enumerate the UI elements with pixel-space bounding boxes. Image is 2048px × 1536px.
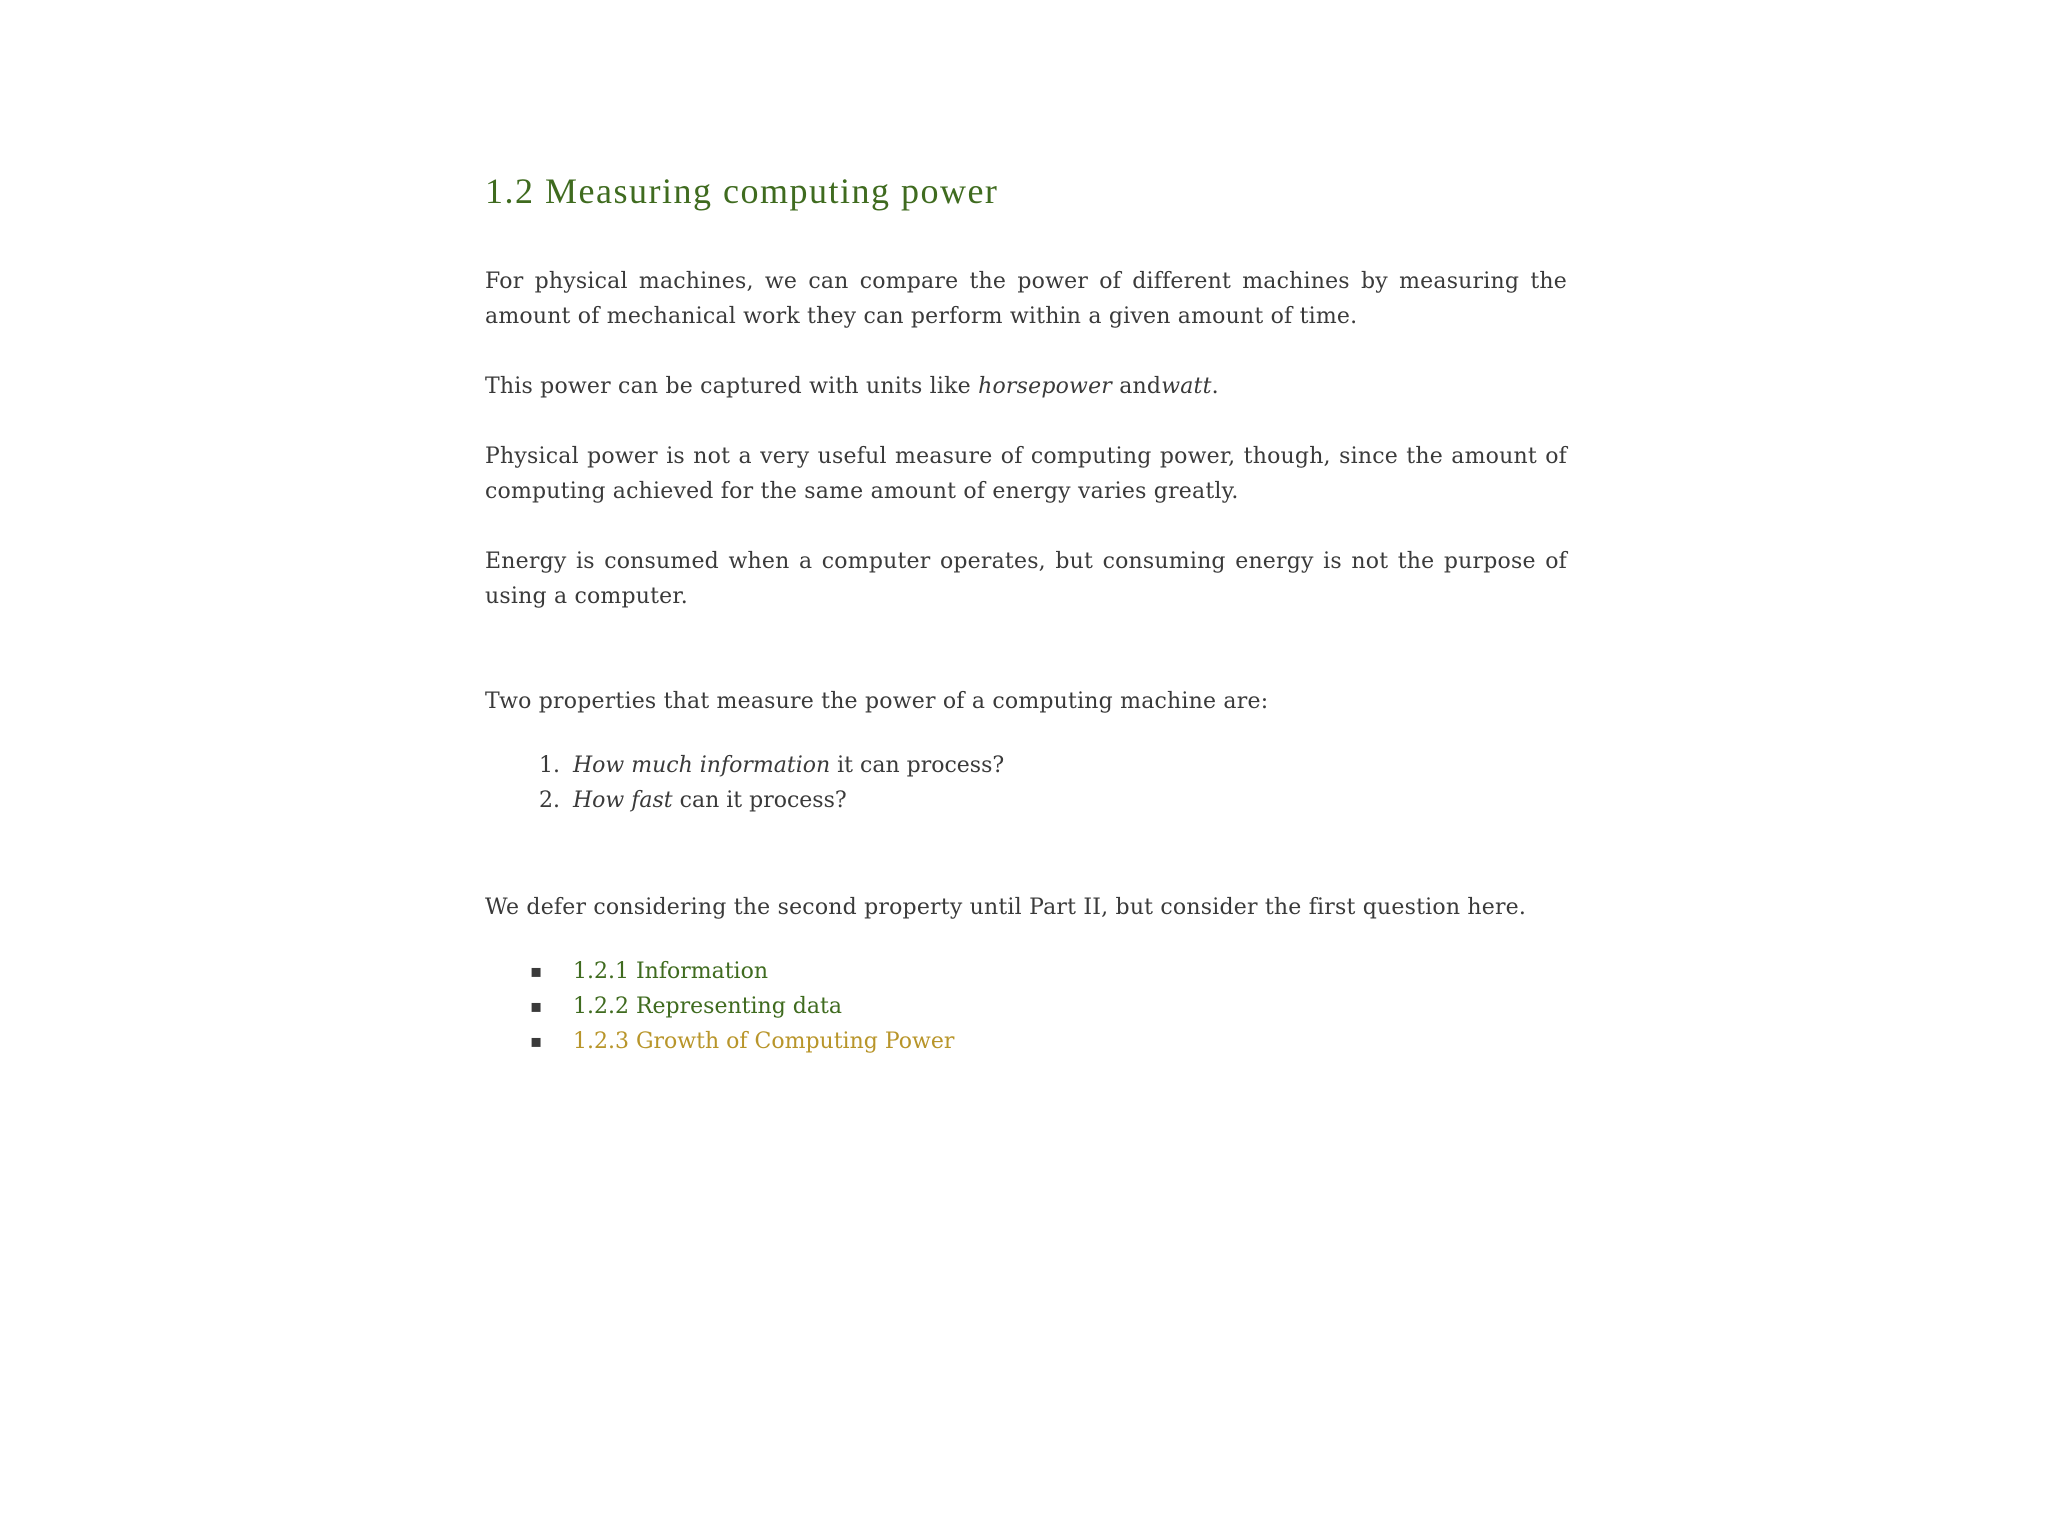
list-item: [530, 954, 1567, 989]
property-text: it can process?: [830, 753, 1005, 778]
power-units-suffix: .: [1211, 374, 1219, 399]
paragraph-two-properties: Two properties that measure the power of a computing machine are:: [485, 689, 1269, 714]
list-item: [530, 989, 1567, 1024]
property-text: can it process?: [672, 788, 847, 813]
paragraph-power-units: [485, 369, 1567, 404]
bullet-icon: ▪: [530, 961, 543, 982]
list-item: [530, 1024, 1567, 1059]
link-representing-data[interactable]: 1.2.2 Representing data: [573, 994, 842, 1019]
power-units-mid: and: [1112, 374, 1162, 399]
link-growth-of-computing-power[interactable]: 1.2.3 Growth of Computing Power: [573, 1029, 955, 1054]
power-units-prefix: This power can be captured with units like: [485, 374, 979, 399]
link-information[interactable]: 1.2.1 Information: [573, 959, 769, 984]
property-emphasis: How much information: [573, 753, 831, 778]
section-title: 1.2 Measuring computing power: [485, 171, 999, 211]
bullet-icon: ▪: [530, 996, 543, 1017]
subsections-list: [485, 954, 1567, 1059]
bullet-icon: ▪: [530, 1031, 543, 1052]
paragraph-defer: We defer considering the second property until Part II, but consider the first question here.: [485, 895, 1527, 920]
document-page: [485, 170, 1567, 1059]
paragraph-physical-power: Physical power is not a very useful measure of computing power, though, since the amount of computing achieved for the same amount of energy varies greatly.: [485, 444, 1567, 504]
properties-list: [485, 748, 1567, 818]
paragraph-energy: Energy is consumed when a computer operates, but consuming energy is not the purpose of using a computer.: [485, 549, 1567, 609]
list-item: [567, 748, 1567, 783]
paragraph-physical-machines: For physical machines, we can compare the power of different machines by measuring the amount of mechanical work they can perform within a given amount of time.: [485, 269, 1567, 329]
term-watt: watt: [1161, 374, 1212, 399]
property-emphasis: How fast: [573, 788, 673, 813]
term-horsepower: horsepower: [978, 374, 1113, 399]
list-item: [567, 783, 1567, 818]
